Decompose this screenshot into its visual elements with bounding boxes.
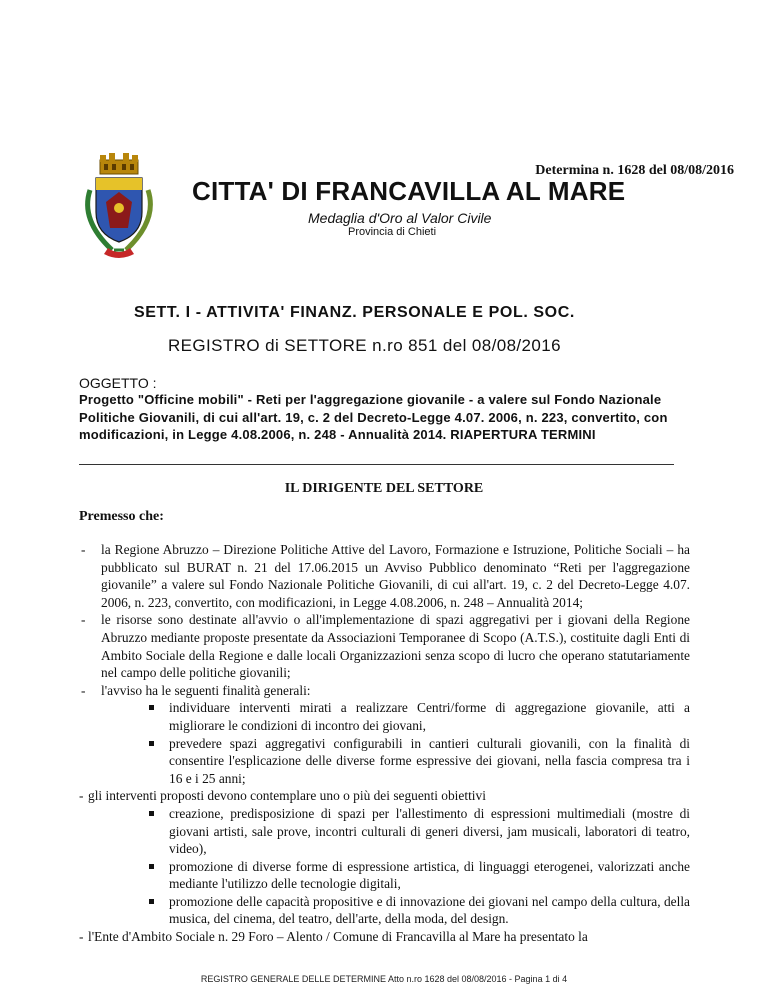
- square-bullet-icon: [149, 899, 154, 904]
- paragraph-text: la Regione Abruzzo – Direzione Politiche Attive del Lavoro, Formazione e Istruzione, Politiche Sociali – ha pubblicato sul BURAT n. 21 del 17.06.2015 un Avviso Pubblico denominato “Reti per l'aggregazione giovanile” a valere sul Fondo Nazionale Politiche Giovanili, di cui all'art. 19, c. 2 del Decreto-Legge 4.07. 2006, n. 223, convertito, con modificazioni, in Legge 4.08.2006, n. 248 – Annualità 2014;: [101, 542, 690, 610]
- bullet-item: [79, 699, 690, 734]
- object-divider: [79, 464, 674, 465]
- object-label: OGGETTO :: [79, 375, 157, 391]
- bullet-text: creazione, predisposizione di spazi per l'allestimento di espressioni multimediali (mostre di giovani artisti, sale prove, incontri culturali di generi diversi, jam musicali, laboratori di teatro, video),: [169, 805, 690, 857]
- determina-number: Determina n. 1628 del 08/08/2016: [535, 163, 734, 178]
- bullet-item: [79, 893, 690, 928]
- paragraph-1: [79, 541, 690, 611]
- city-title: CITTA' DI FRANCAVILLA AL MARE: [192, 176, 626, 206]
- square-bullet-icon: [149, 864, 154, 869]
- registry-number: REGISTRO di SETTORE n.ro 851 del 08/08/2016: [168, 336, 561, 355]
- square-bullet-icon: [149, 811, 154, 816]
- square-bullet-icon: [149, 705, 154, 710]
- bullet-text: individuare interventi mirati a realizzare Centri/forme di aggregazione giovanile, atti a migliorare le condizioni di incontro dei giovani,: [169, 700, 690, 733]
- object-text: Progetto "Officine mobili" - Reti per l'aggregazione giovanile - a valere sul Fondo Nazionale Politiche Giovanili, di cui all'art. 19, c. 2 del Decreto-Legge 4.07. 2006, n. 223, convertito, con modificazioni, in Legge 4.08.2006, n. 248 - Annualità 2014. RIAPERTURA TERMINI: [79, 392, 668, 442]
- dash-marker: -: [79, 929, 84, 945]
- paragraph-3: [79, 682, 690, 700]
- paragraph-4: [79, 787, 690, 805]
- square-bullet-icon: [149, 741, 154, 746]
- paragraph-2: [79, 611, 690, 681]
- page-footer: REGISTRO GENERALE DELLE DETERMINE Atto n.ro 1628 del 08/08/2016 - Pagina 1 di 4: [200, 974, 568, 984]
- paragraph-5: [79, 928, 690, 946]
- coat-of-arms-icon: [76, 150, 162, 262]
- paragraph-text: le risorse sono destinate all'avvio o all'implementazione di spazi aggregativi per i giovani della Regione Abruzzo mediante proposte presentate da Associazioni Temporanee di Scopo (A.T.S.), costituite dagli Enti di Ambito Sociale della Regione e dalle locali Organizzazioni senza scopo di lucro che operano statutariamente nel campo delle politiche giovanili;: [101, 612, 690, 681]
- paragraph-text: l'Ente d'Ambito Sociale n. 29 Foro – Alento / Comune di Francavilla al Mare ha presentato la: [88, 929, 588, 945]
- paragraph-text: l'avviso ha le seguenti finalità generali:: [101, 682, 311, 698]
- bullet-item: [79, 858, 690, 893]
- bullet-item: [79, 735, 690, 788]
- premesso-heading: Premesso che:: [79, 509, 164, 524]
- dash-marker: -: [81, 682, 86, 698]
- dash-marker: -: [81, 542, 86, 557]
- dash-marker: -: [79, 788, 84, 804]
- province-subtitle: Provincia di Chieti: [348, 226, 437, 238]
- bullet-text: promozione di diverse forme di espressione artistica, di linguaggi eterogenei, valorizzati anche mediante l'utilizzo delle tecnologie digitali,: [169, 858, 690, 892]
- paragraph-text: gli interventi proposti devono contemplare uno o più dei seguenti obiettivi: [88, 788, 486, 804]
- bullet-text: promozione delle capacità propositive e di innovazione dei giovani nel campo della cultura, della musica, del cinema, del teatro, dell'arte, della moda, del design.: [169, 893, 690, 927]
- dirigente-heading: IL DIRIGENTE DEL SETTORE: [284, 481, 484, 496]
- document-body: [79, 541, 690, 946]
- medal-subtitle: Medaglia d'Oro al Valor Civile: [308, 210, 492, 226]
- dash-marker: -: [81, 612, 86, 628]
- bullet-text: prevedere spazi aggregativi configurabili in cantieri culturali giovanili, con la finalità di consentire l'esplicazione delle diverse forme espressive dei giovani, nella fascia compresa tra i 16 e i 25 anni;: [169, 735, 690, 786]
- bullet-item: [79, 805, 690, 858]
- sector-heading: SETT. I - ATTIVITA' FINANZ. PERSONALE E POL. SOC.: [134, 304, 575, 321]
